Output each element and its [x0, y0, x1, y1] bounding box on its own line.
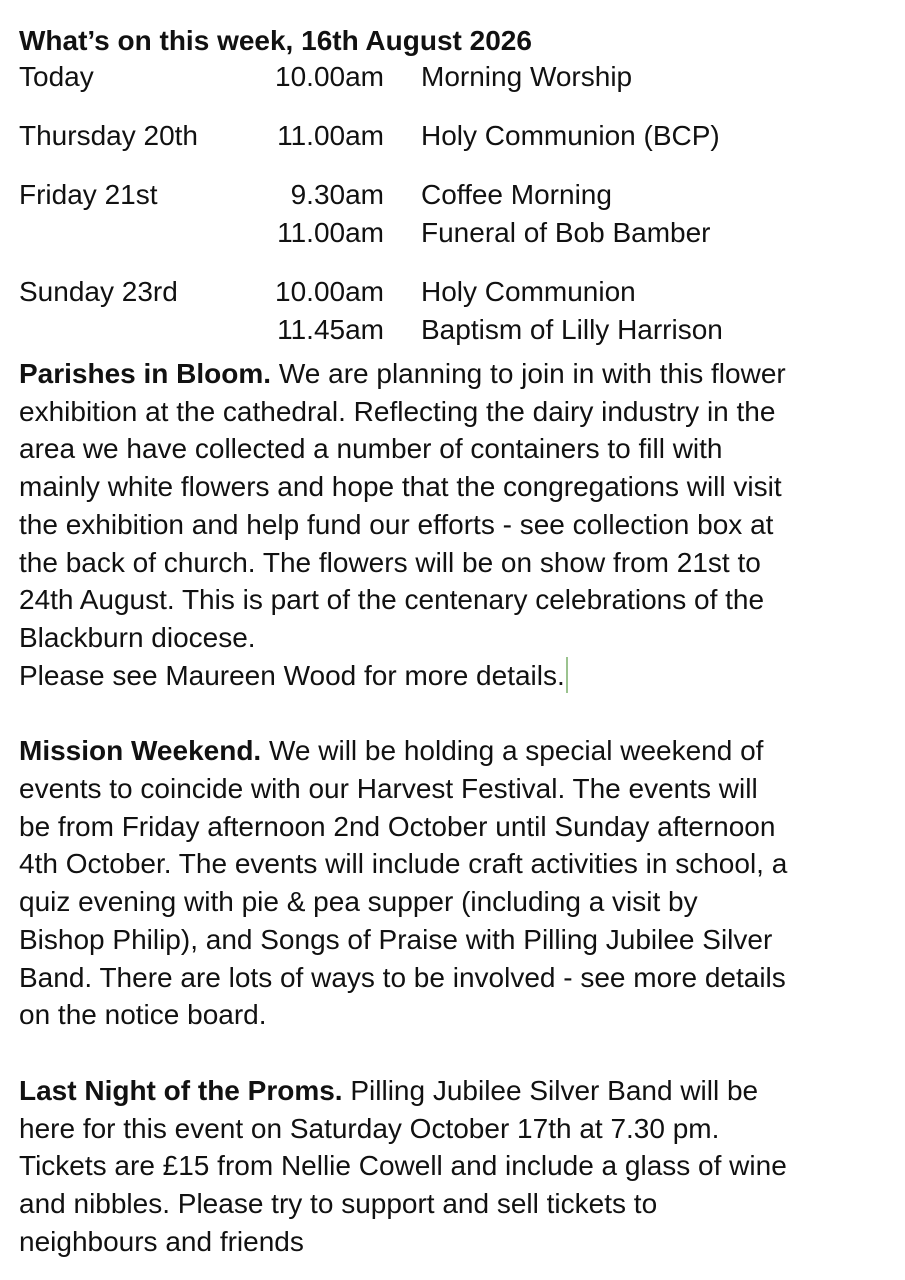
text-cursor	[566, 657, 568, 693]
notice-line: on the notice board.	[19, 999, 267, 1031]
schedule-row	[19, 176, 889, 214]
notice-line: the back of church. The flowers will be on show from 21st to	[19, 546, 761, 578]
notice-title: Last Night of the Proms.	[19, 1074, 343, 1106]
notice-line: the exhibition and help fund our efforts - see collection box at	[19, 508, 774, 540]
schedule-time: 11.00am	[277, 120, 384, 151]
schedule-day: Sunday 23rd	[19, 276, 178, 307]
notice-title: Parishes in Bloom.	[19, 358, 272, 389]
notice-text: We will be holding a special weekend of	[261, 735, 764, 767]
notice-line: events to coincide with our Harvest Festival. The events will	[19, 773, 758, 805]
notice-line	[19, 1072, 889, 1110]
notice-text: We are planning to join in with this flower	[271, 358, 786, 389]
schedule-day: Thursday 20th	[19, 120, 198, 151]
notice-title: Mission Weekend.	[19, 735, 262, 767]
schedule-time: 9.30am	[290, 179, 384, 210]
schedule-day-group	[19, 176, 889, 252]
notice-line[interactable]	[19, 657, 889, 695]
schedule-time: 11.00am	[277, 217, 384, 248]
schedule-day-group	[19, 273, 889, 349]
notice-line: area we have collected a number of containers to fill with	[19, 433, 723, 465]
schedule-event: Coffee Morning	[421, 179, 612, 210]
schedule-day: Today	[19, 61, 94, 92]
schedule-day-empty	[19, 311, 249, 349]
notice-line: Bishop Philip), and Songs of Praise with Pilling Jubilee Silver	[19, 923, 773, 955]
notice-parishes-in-bloom	[19, 355, 889, 694]
notice-line: Band. There are lots of ways to be involved - see more details	[19, 961, 786, 993]
schedule-event: Funeral of Bob Bamber	[421, 217, 711, 248]
notice-line: Tickets are £15 from Nellie Cowell and include a glass of wine	[19, 1150, 787, 1182]
schedule-day-group	[19, 117, 889, 155]
schedule-row	[19, 117, 889, 155]
notice-line	[19, 732, 889, 770]
notice-line	[19, 355, 889, 393]
notice-mission-weekend	[19, 732, 889, 1034]
notice-line: and nibbles. Please try to support and sell tickets to	[19, 1188, 658, 1220]
notice-line: quiz evening with pie & pea supper (including a visit by	[19, 886, 698, 918]
notice-line: neighbours and friends	[19, 1225, 304, 1257]
schedule-day: Friday 21st	[19, 179, 158, 210]
notice-line: mainly white flowers and hope that the congregations will visit	[19, 471, 782, 503]
notice-text: Please see Maureen Wood for more details.	[19, 659, 565, 691]
schedule-event: Holy Communion	[421, 276, 636, 307]
schedule-row	[19, 311, 889, 349]
notice-line: here for this event on Saturday October 17th at 7.30 pm.	[19, 1112, 720, 1144]
schedule-event: Morning Worship	[421, 61, 633, 92]
document-page	[19, 24, 889, 1260]
schedule-event: Holy Communion (BCP)	[421, 120, 720, 151]
notice-line: 4th October. The events will include craft activities in school, a	[19, 848, 788, 880]
schedule-row	[19, 273, 889, 311]
page-title: What’s on this week, 16th August 2026	[19, 25, 532, 56]
notice-text: Pilling Jubilee Silver Band will be	[342, 1074, 759, 1106]
schedule-row	[19, 58, 889, 96]
schedule-event: Baptism of Lilly Harrison	[421, 314, 723, 345]
notice-line: Blackburn diocese.	[19, 621, 256, 653]
schedule-time: 11.45am	[277, 314, 384, 345]
schedule-day-group	[19, 58, 889, 96]
schedule-day-empty	[19, 214, 249, 252]
notice-last-night-of-the-proms	[19, 1072, 889, 1261]
notice-line: be from Friday afternoon 2nd October until Sunday afternoon	[19, 810, 776, 842]
schedule-row	[19, 214, 889, 252]
schedule-time: 10.00am	[275, 276, 384, 307]
schedule-time: 10.00am	[275, 61, 384, 92]
schedule-table	[19, 58, 889, 349]
notice-line: 24th August. This is part of the centenary celebrations of the	[19, 584, 765, 616]
notice-line: exhibition at the cathedral. Reflecting the dairy industry in the	[19, 395, 776, 427]
